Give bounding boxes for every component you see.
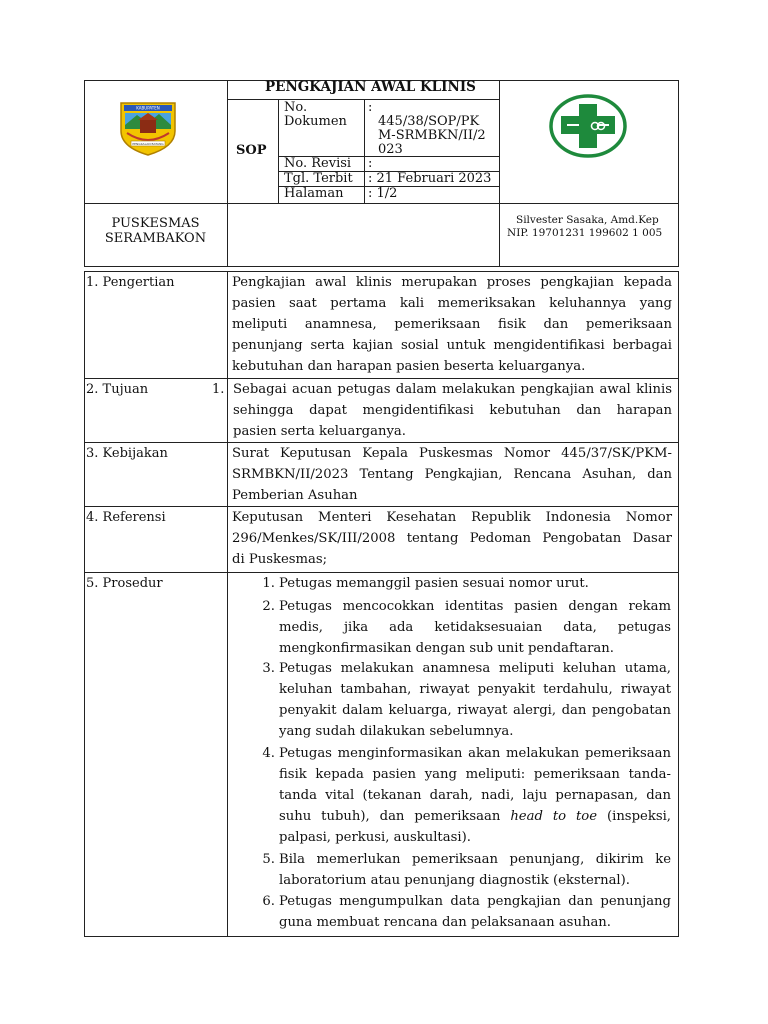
no-dokumen-value: 023 [378,142,403,157]
text-line: Surat Keputusan Kepala Puskesmas Nomor 445/37/SK/PKM- [232,446,672,461]
text-line: di Puskesmas; [232,552,328,567]
prosedur-step [255,573,671,594]
prosedur-step [255,596,671,659]
tujuan-marker: 1. [212,382,225,397]
section-label-pengertian: 1. Pengertian [86,275,175,290]
tgl-terbit-value: : 21 Februari 2023 [368,171,492,186]
halaman-label: Halaman [284,186,344,201]
text-line: Pemberian Asuhan [232,488,358,503]
section-label-tujuan: 2. Tujuan [86,382,149,397]
section-label-kebijakan: 3. Kebijakan [86,446,168,461]
text-line: SRMBKN/II/2023 Tentang Pengkajian, Rencana Asuhan, dan [232,467,672,482]
step-number: 4. [262,746,275,761]
text-line: Bila memerlukan pemeriksaan penunjang, dikirim ke [279,852,671,867]
text-line: Petugas mengumpulkan data pengkajian dan penunjang [279,894,671,909]
text-fragment: (inspeksi, [606,809,671,824]
no-dokumen-colon: : [368,100,373,115]
divider [278,99,279,203]
tgl-terbit-label: Tgl. Terbit [284,171,353,186]
text-line: Keputusan Menteri Kesehatan Republik Indonesia Nomor [232,510,672,525]
step-number: 5. [262,852,275,867]
step-number: 2. [262,599,275,614]
text-line: pasien saat pertama kali memeriksakan keluhannya yang [232,296,672,311]
text-line: keluhan tambahan, riwayat penyakit terdahulu, riwayat [279,682,671,697]
sop-label: SOP [236,143,267,158]
no-revisi-value: : [368,156,373,171]
step-number: 1. [262,576,275,591]
step-number: 6. [262,894,275,909]
text-line: kebutuhan dan harapan pasien beserta keluarganya. [232,359,586,374]
section-label-referensi: 4. Referensi [86,510,166,525]
text-line: palpasi, perkusi, auskultasi). [279,830,471,845]
text-line: fisik kepada pasien yang meliputi: pemeriksaan tanda- [279,767,671,782]
section-label-prosedur: 5. Prosedur [86,576,163,591]
text-line: medis, jika ada ketidaksesuaian data, petugas [279,620,671,635]
text-line: tanda vital (tekanan darah, nadi, laju pernapasan, dan [279,788,671,803]
puskesmas-name: PUSKESMAS [111,216,200,231]
puskesmas-logo [549,94,627,158]
divider [227,271,228,937]
logo-text-1: KABUPATEN [136,105,160,111]
referensi-text [232,507,672,570]
prosedur-step [255,658,671,742]
text-fragment: suhu tubuh), dan pemeriksaan [279,809,501,824]
text-line: Petugas melakukan anamnesa meliputi keluhan utama, [279,661,671,676]
text-line: guna membuat rencana dan pelaksanaan asuhan. [279,915,611,930]
text-line: pasien serta keluarganya. [233,424,406,439]
no-dokumen-label: Dokumen [284,114,347,129]
document-title: PENGKAJIAN AWAL KLINIS [265,79,476,95]
no-dokumen-label: No. [284,100,308,115]
text-line: Petugas memanggil pasien sesuai nomor urut. [279,576,589,591]
text-line: Petugas mencocokkan identitas pasien dengan rekam [279,599,671,614]
text-line: sehingga dapat mengidentifikasi kebutuhan dan harapan [233,403,672,418]
prosedur-step [255,891,671,933]
tujuan-text [233,379,672,442]
text-line: Petugas menginformasikan akan melakukan pemeriksaan [279,746,671,761]
step-number: 3. [262,661,275,676]
pengertian-text [232,272,672,377]
no-revisi-label: No. Revisi [284,156,352,171]
divider [227,99,499,100]
text-line: yang sudah dilakukan sebelumnya. [279,724,514,739]
text-line: meliputi anamnesa, pemeriksaan fisik dan pemeriksaan [232,317,672,332]
no-dokumen-value: 445/38/SOP/PK [378,114,480,129]
divider [364,99,365,203]
signer-name: Silvester Sasaka, Amd.Kep [516,214,659,226]
prosedur-step [255,849,671,891]
prosedur-step [255,743,671,848]
text-line: Pengkajian awal klinis merupakan proses pengkajian kepada [232,275,672,290]
text-line: 296/Menkes/SK/III/2008 tentang Pedoman Pengobatan Dasar [232,531,672,546]
puskesmas-name: SERAMBAKON [104,231,207,246]
divider [84,203,679,204]
text-line: penyakit dalam keluarga, riwayat alergi, dan pengobatan [279,703,671,718]
text-line: mengkonfirmasikan dengan sub unit pendaftaran. [279,641,614,656]
logo-text-2: PENGKALAN BATANG [132,142,164,146]
text-line: penunjang serta kajian sosial untuk mengidentifikasi berbagai [232,338,672,353]
signer-nip: NIP. 19701231 199602 1 005 [507,227,663,239]
kebijakan-text [232,443,672,506]
halaman-value: : 1/2 [368,186,398,201]
divider [499,80,500,267]
text-line: Sebagai acuan petugas dalam melakukan pengkajian awal klinis [233,382,672,397]
regency-emblem-logo [115,97,181,157]
text-line [279,806,671,827]
no-dokumen-value: M-SRMBKN/II/2 [378,128,486,143]
italic-term: head to toe [510,809,598,824]
text-line: laboratorium atau penunjang diagnostik (eksternal). [279,873,630,888]
divider [227,80,228,267]
